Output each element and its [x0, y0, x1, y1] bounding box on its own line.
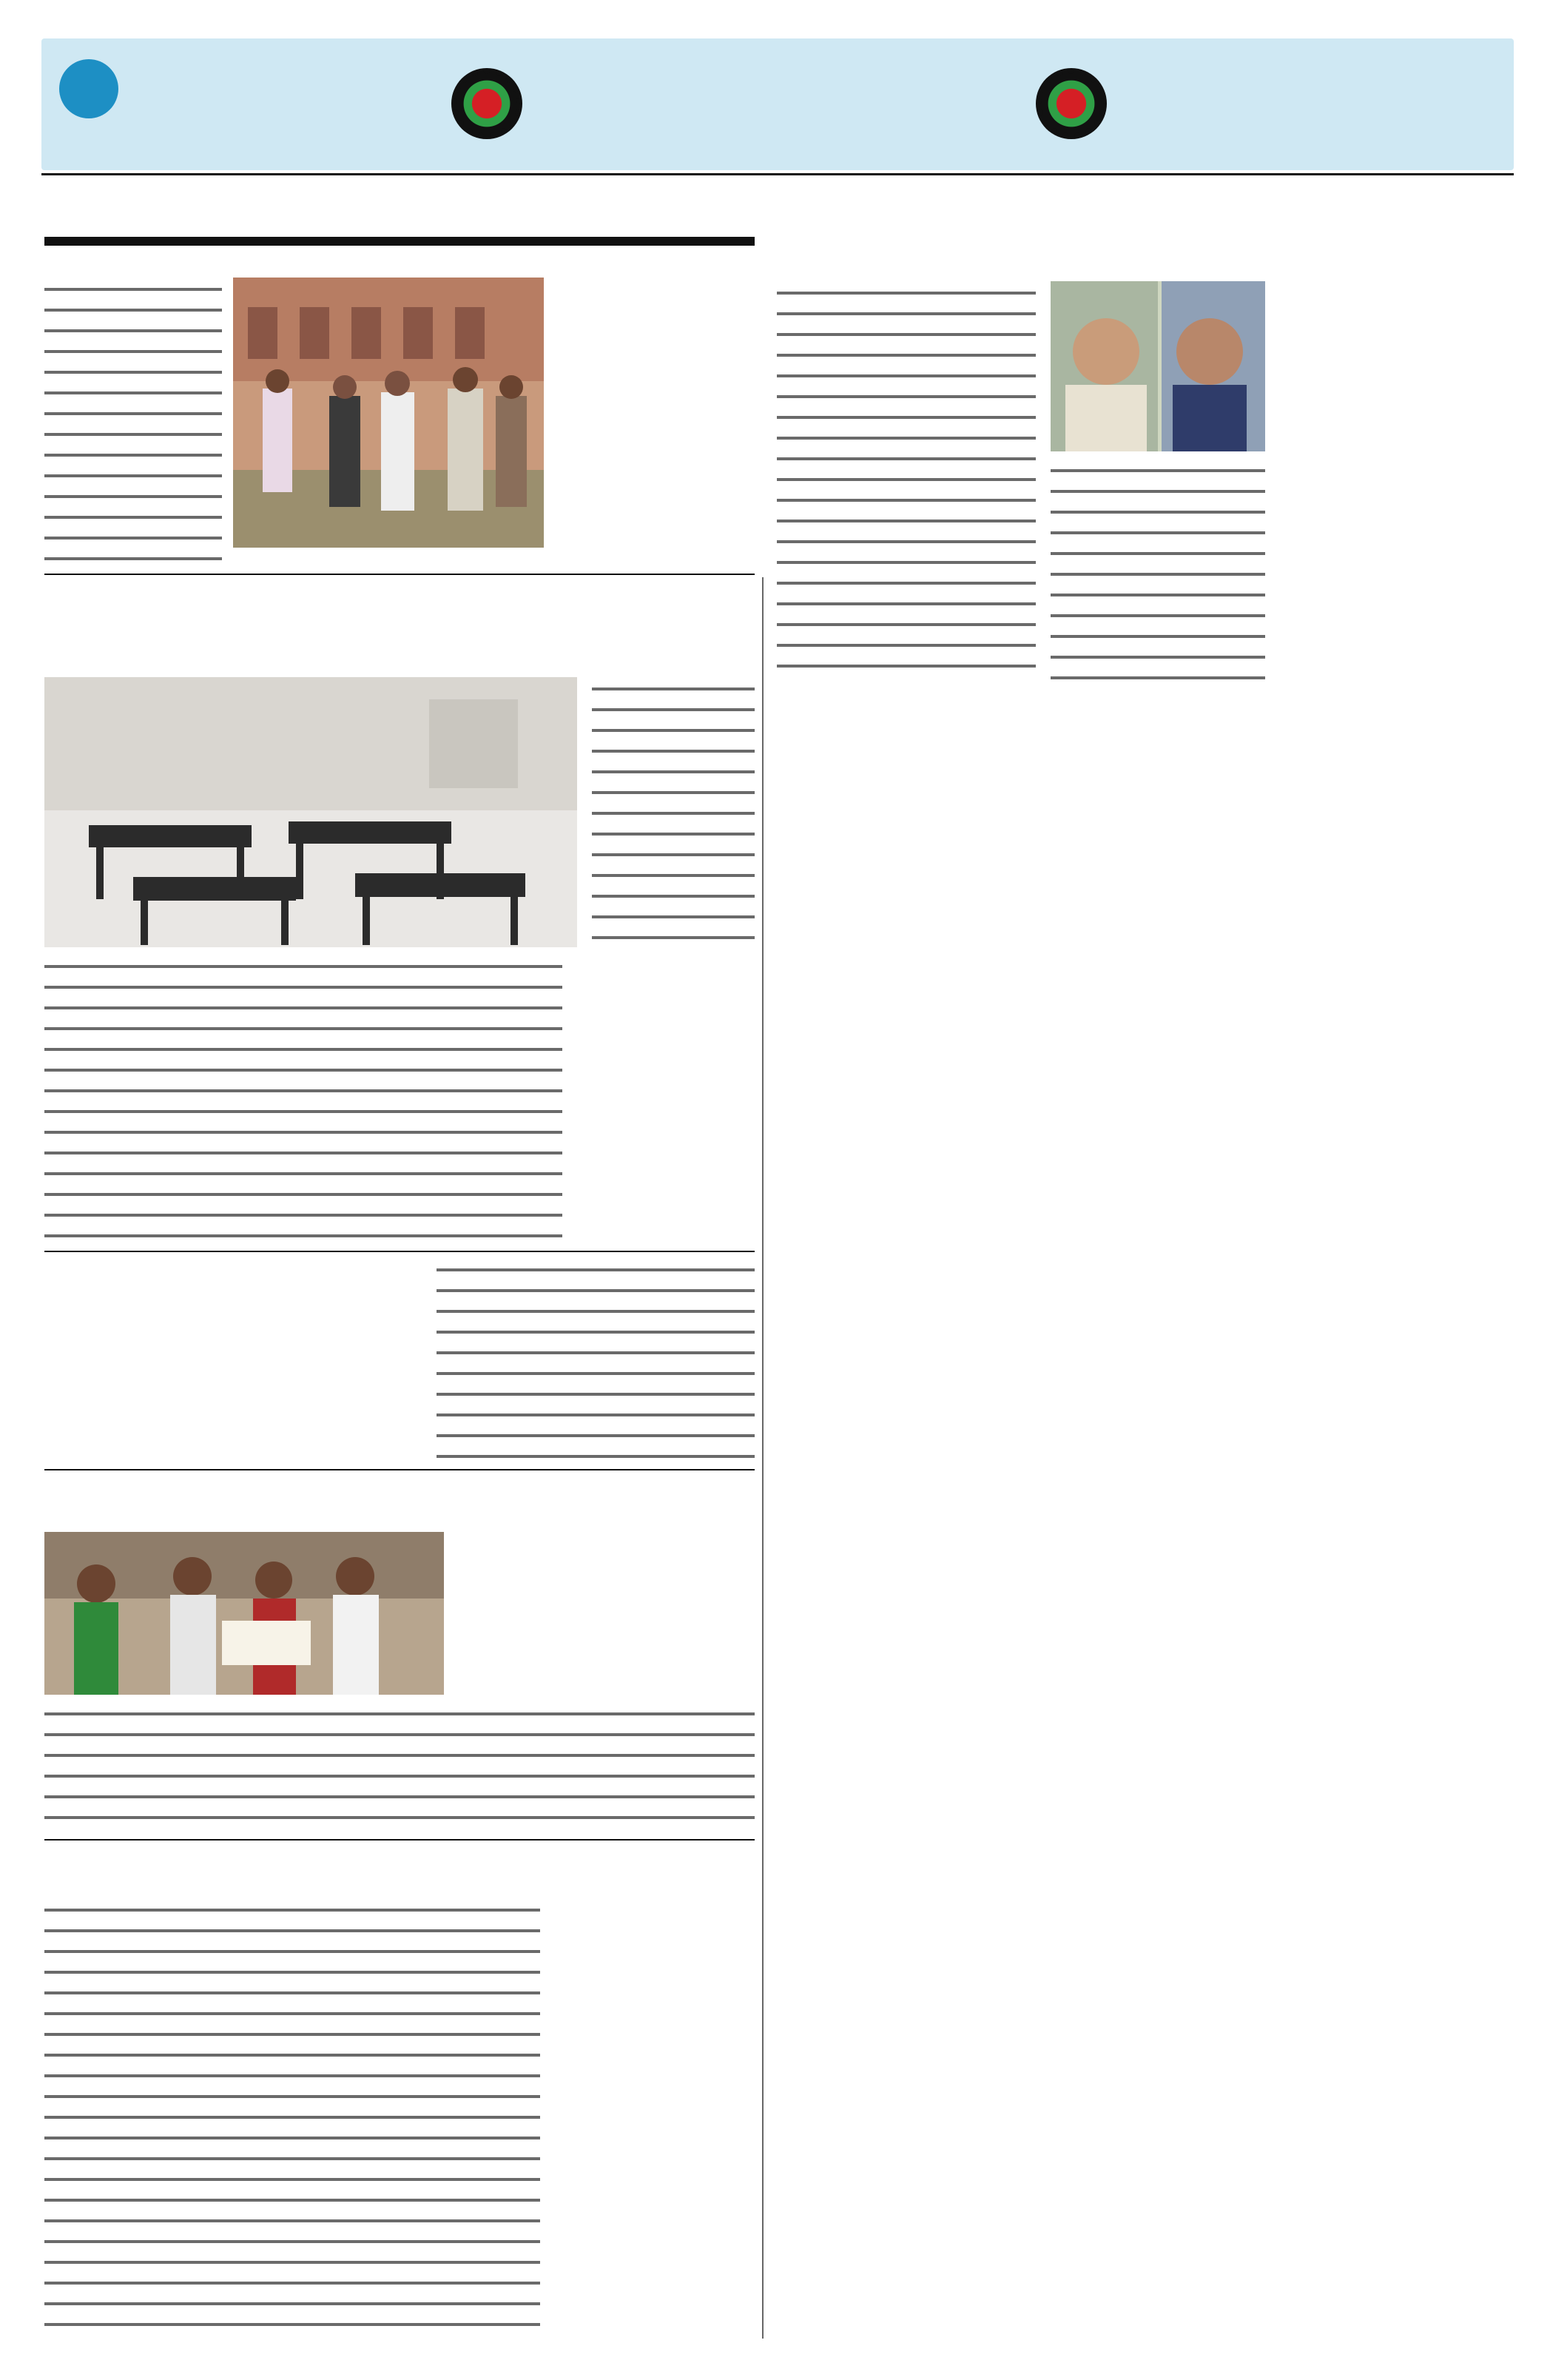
article-body	[555, 1920, 755, 2335]
emblem-icon	[451, 68, 522, 139]
divider	[44, 574, 755, 575]
article-body-continued	[1051, 459, 1265, 681]
article-body-continued	[437, 1258, 755, 1462]
article-body	[577, 977, 755, 1243]
divider	[44, 1251, 755, 1252]
column-divider	[762, 577, 764, 2339]
divider	[44, 1839, 755, 1841]
block-election-photo	[44, 1532, 444, 1695]
brand-logo	[155, 52, 377, 141]
article-body-continued	[44, 1702, 755, 1832]
portrait-photo	[1051, 281, 1265, 451]
article-body-continued	[44, 278, 222, 566]
emblem-icon	[1036, 68, 1107, 139]
subheadline-school	[44, 237, 755, 246]
article-body-continued	[592, 677, 755, 947]
divider	[44, 1469, 755, 1470]
article-body-continued	[44, 1898, 540, 2335]
school-inspection-photo	[233, 278, 544, 548]
article-body-continued	[44, 955, 562, 1243]
classroom-photo	[44, 677, 577, 947]
article-body	[459, 1554, 755, 1695]
masthead-divider	[41, 173, 1514, 175]
article-body	[44, 1321, 422, 1462]
page-number	[59, 59, 118, 118]
article-body-continued	[777, 281, 1036, 681]
article-body	[555, 296, 755, 540]
